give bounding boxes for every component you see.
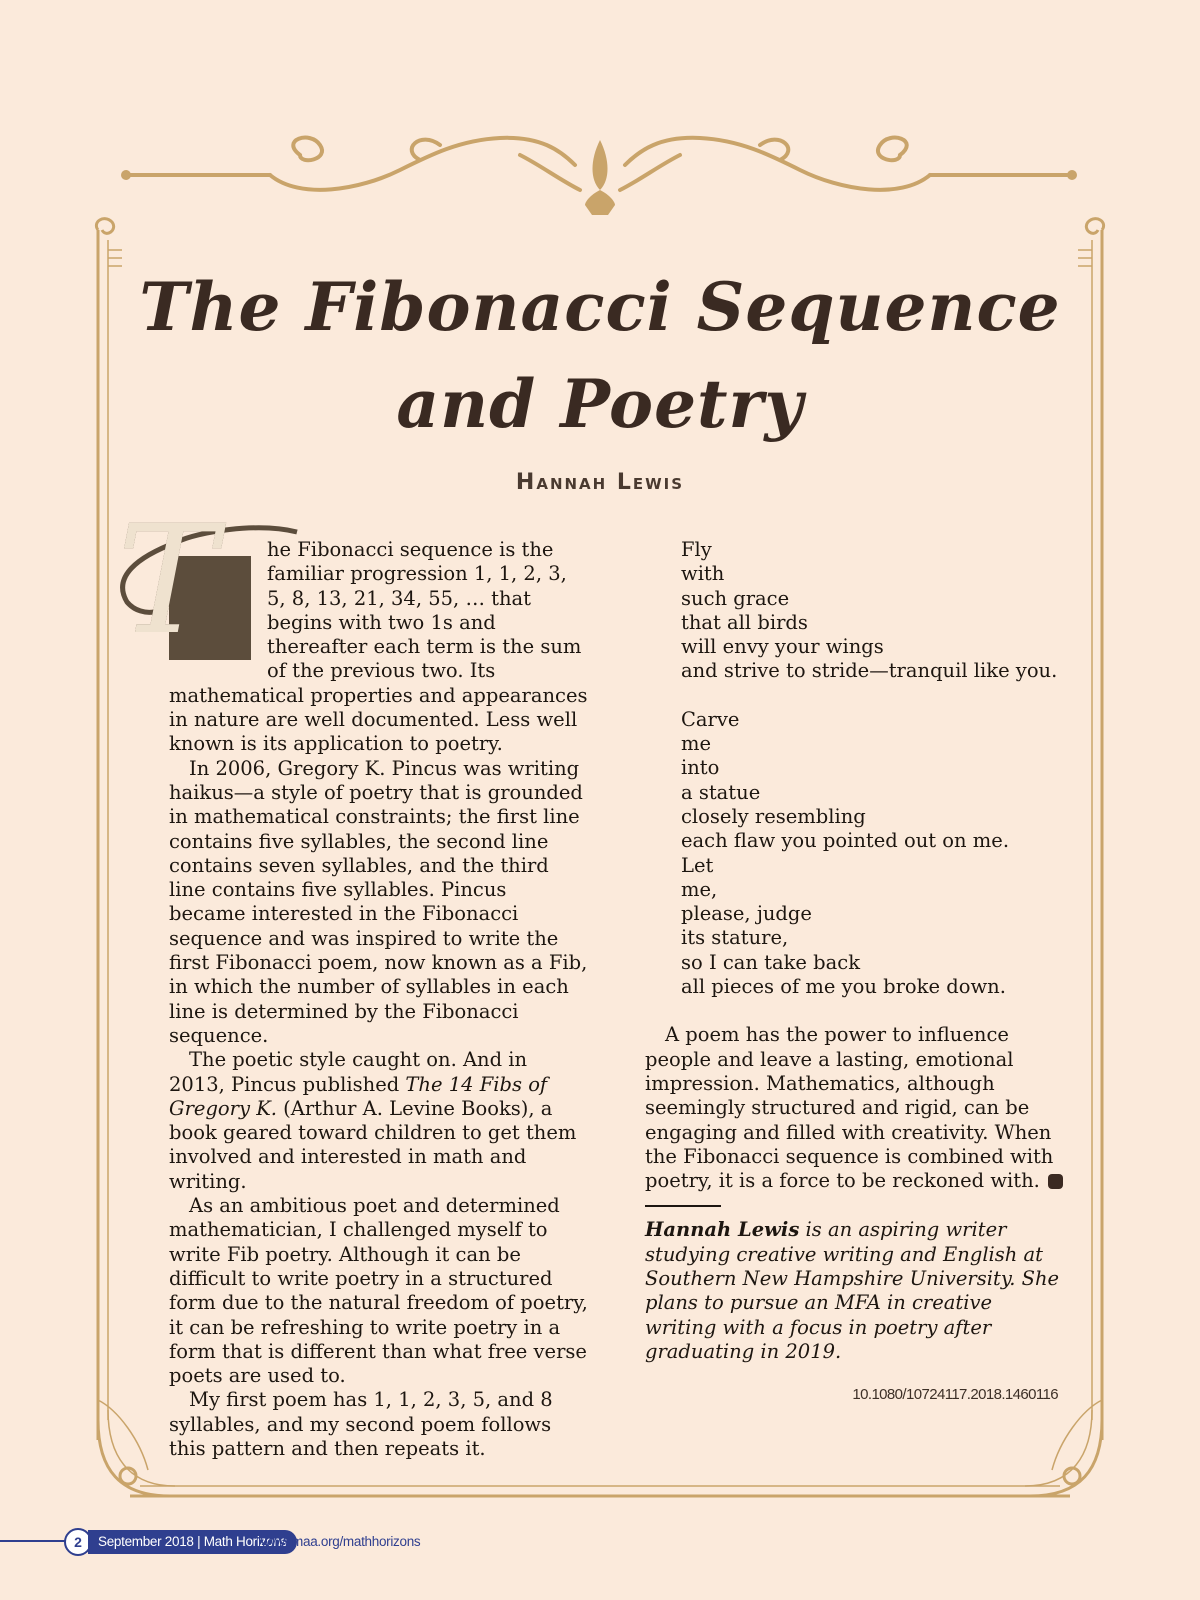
poem-line: me, [681,877,718,901]
doi-reference: 10.1080/10724117.2018.1460116 [852,1386,1058,1403]
poem-line: a statue [681,780,761,804]
poem-line: Let [681,853,714,877]
left-column [117,494,589,1461]
closing-paragraph [645,1023,1065,1193]
bio-text: is an aspiring writer studying creative writing and English at Southern New Hampshire University. She plans to pursue an MFA in creative writing with a focus in poetry after graduating in 2019. [645,1218,1060,1363]
poem-line: so I can take back [681,950,861,974]
paragraph-text: he Fibonacci sequence is the familiar progression 1, 1, 2, 3, 5, 8, 13, 21, 34, 55, … that begins with two 1s and thereafter each term is the sum of the previous two. Its mathematical properties and appearances in nature are well documented. Less well known is its application to poetry. [169,538,588,756]
page-number: 2 [64,1528,92,1556]
article-title-line-2: and Poetry [396,365,804,443]
website-link[interactable]: www.maa.org/mathhorizons [261,1534,421,1549]
poem-line: each flaw you pointed out on me. [681,829,1010,853]
top-flourish-ornament [0,110,1200,230]
end-mark-icon [1048,1174,1063,1189]
poem-line: that all birds [681,610,808,634]
poem-line: into [681,756,720,780]
issue-label: September 2018 | Math Horizons [88,1530,297,1554]
poem-line: all pieces of me you broke down. [681,975,1006,999]
page-footer [0,1528,1200,1556]
poem-line: closely resembling [681,804,866,828]
poem-line: its stature, [681,926,789,950]
article-title-line-1: The Fibonacci Sequence [139,268,1061,346]
footer-rule [0,1540,68,1542]
body-paragraph: As an ambitious poet and determined mathematician, I challenged myself to write Fib poetry. Although it can be difficult to write poetry in a structured form due to the natural freedom of poetry, it can be refreshing to write poetry in a form that is different than what free verse poets are used to. [169,1194,588,1388]
poem-line: with [681,562,725,586]
body-paragraph: In 2006, Gregory K. Pincus was writing haikus—a style of poetry that is grounded in mathematical constraints; the first line contains five syllables, the second line contains seven syllables, and the third line contains five syllables. Pincus became interested in the Fibonacci sequence and was inspired to write the first Fibonacci poem, now known as a Fib, in which the number of syllables in each line is determined by the Fibonacci sequence. [169,756,588,1047]
paragraph-text: (Arthur A. Levine Books), a book geared toward children to get them involved and interested in math and writing. [169,1096,577,1193]
poem-1 [681,538,1065,684]
poem-line: Carve [681,707,740,731]
right-column [645,538,1065,1364]
poem-2 [681,708,1065,1000]
book-title: The 14 Fibs of Gregory K. [169,1072,548,1120]
poem-line: will envy your wings [681,635,884,659]
poem-line: and strive to stride—tranquil like you. [681,659,1058,683]
poem-line: Fly [681,538,712,561]
paragraph-text: A poem has the power to influence people and leave a lasting, emotional impression. Mathematics, although seemingly structured and rigid, can be engaging and filled with creativity. When the Fibonacci sequence is combined with poetry, it is a force to be reckoned with. [645,1023,1054,1193]
body-paragraph: My first poem has 1, 1, 2, 3, 5, and 8 syllables, and my second poem follows this pattern and then repeats it. [169,1388,553,1460]
bio-divider [645,1205,721,1207]
author-byline: Hannah Lewis [515,470,685,495]
poem-line: me [681,732,712,756]
paragraph-text: The poetic style caught on. And in 2013, Pincus published [169,1048,528,1096]
intro-paragraph [117,494,589,757]
body-paragraph [169,1048,589,1194]
dropcap [117,494,265,668]
author-bio [645,1218,1065,1364]
bio-author-name: Hannah Lewis [645,1218,800,1242]
poem-line: such grace [681,586,790,610]
poem-line: please, judge [681,902,812,926]
dropcap-letter: T [117,494,218,668]
